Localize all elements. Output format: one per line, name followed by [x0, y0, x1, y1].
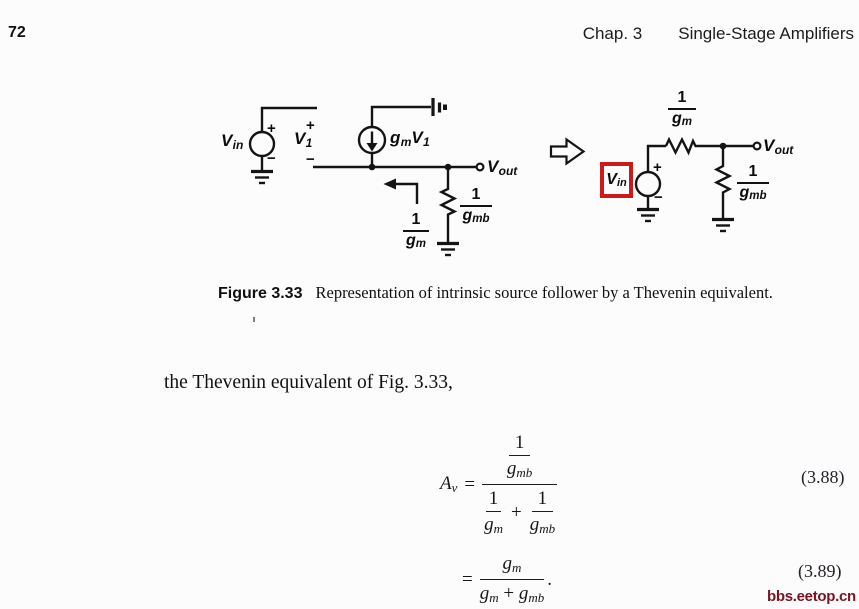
chapter-title: Single-Stage Amplifiers: [678, 24, 854, 43]
ground-icon: [712, 220, 734, 232]
one-over-gmb-label: 1 gmb: [735, 164, 771, 202]
chapter-label: Chap. 3: [582, 24, 643, 43]
minus-sign: −: [654, 189, 663, 206]
page-number: 72: [8, 24, 26, 41]
watermark: bbs.eetop.cn: [767, 588, 856, 605]
denominator-fraction-left: 1 gm: [484, 488, 503, 536]
vin-label: Vin: [606, 170, 627, 189]
minus-sign: −: [306, 151, 315, 168]
period: .: [547, 568, 552, 590]
plus-sign: +: [511, 501, 522, 523]
denominator-fraction-right: 1 gmb: [529, 488, 556, 536]
one-over-gm-label: 1 gm: [401, 212, 431, 250]
numerator-fraction: 1 gmb: [506, 432, 533, 480]
vout-label: $V_{out}$: [487, 157, 518, 178]
v1-label: $V_1$: [294, 129, 313, 150]
denominator: [482, 488, 557, 537]
resistor-icon: [666, 140, 753, 153]
current-arrow-head: [367, 143, 378, 152]
resistor-icon: [442, 167, 455, 242]
equation-3-89: [462, 553, 552, 606]
equals-sign: =: [462, 568, 473, 590]
resistance-pointer-arrow-icon: [384, 179, 418, 205]
supply-wire: [372, 107, 431, 127]
equals-sign: =: [464, 473, 476, 495]
fraction-bar: [482, 484, 557, 485]
gmv1-label: $g_mV_1$: [390, 128, 430, 149]
fraction: [480, 553, 545, 606]
figure-caption-label: Figure 3.33: [218, 285, 303, 302]
implies-arrow-icon: [551, 140, 584, 164]
vout-label: $V_{out}$: [763, 136, 794, 157]
equation-3-88: [440, 432, 557, 537]
equation-number: (3.89): [798, 561, 842, 581]
node-dot: [369, 164, 376, 171]
fraction-bar: [480, 579, 545, 580]
plus-sign: +: [653, 159, 662, 176]
main-fraction: [482, 432, 557, 537]
equation-number: (3.88): [801, 467, 845, 487]
one-over-gm-label: 1 gm: [666, 90, 698, 128]
ground-icon: [637, 210, 659, 222]
resistor-icon: [717, 146, 730, 218]
output-terminal-icon: [754, 143, 761, 150]
denominator: gm + gmb: [479, 583, 545, 605]
scan-artifact-mark: [253, 317, 255, 322]
figure-caption-text: Representation of intrinsic source follower by a Thevenin equivalent.: [315, 283, 773, 302]
left-circuit: [250, 98, 483, 255]
one-over-gmb-label: 1 gmb: [458, 187, 494, 225]
numerator: gm: [502, 553, 522, 575]
minus-sign: −: [267, 150, 276, 167]
ground-icon: [437, 244, 459, 256]
av-symbol: Av: [440, 473, 458, 495]
plus-sign: +: [306, 117, 315, 134]
highlight-box: [600, 162, 633, 198]
fraction-bar: [509, 455, 530, 456]
supply-rail-icon: [433, 98, 447, 116]
fraction-bar: [486, 511, 501, 512]
figure-caption: [218, 283, 773, 303]
ground-icon: [251, 172, 273, 184]
body-text: the Thevenin equivalent of Fig. 3.33,: [164, 372, 453, 393]
output-terminal-icon: [477, 164, 484, 171]
vin-label: $V_{in}$: [221, 131, 244, 152]
plus-sign: +: [267, 120, 276, 137]
fraction-bar: [532, 511, 553, 512]
